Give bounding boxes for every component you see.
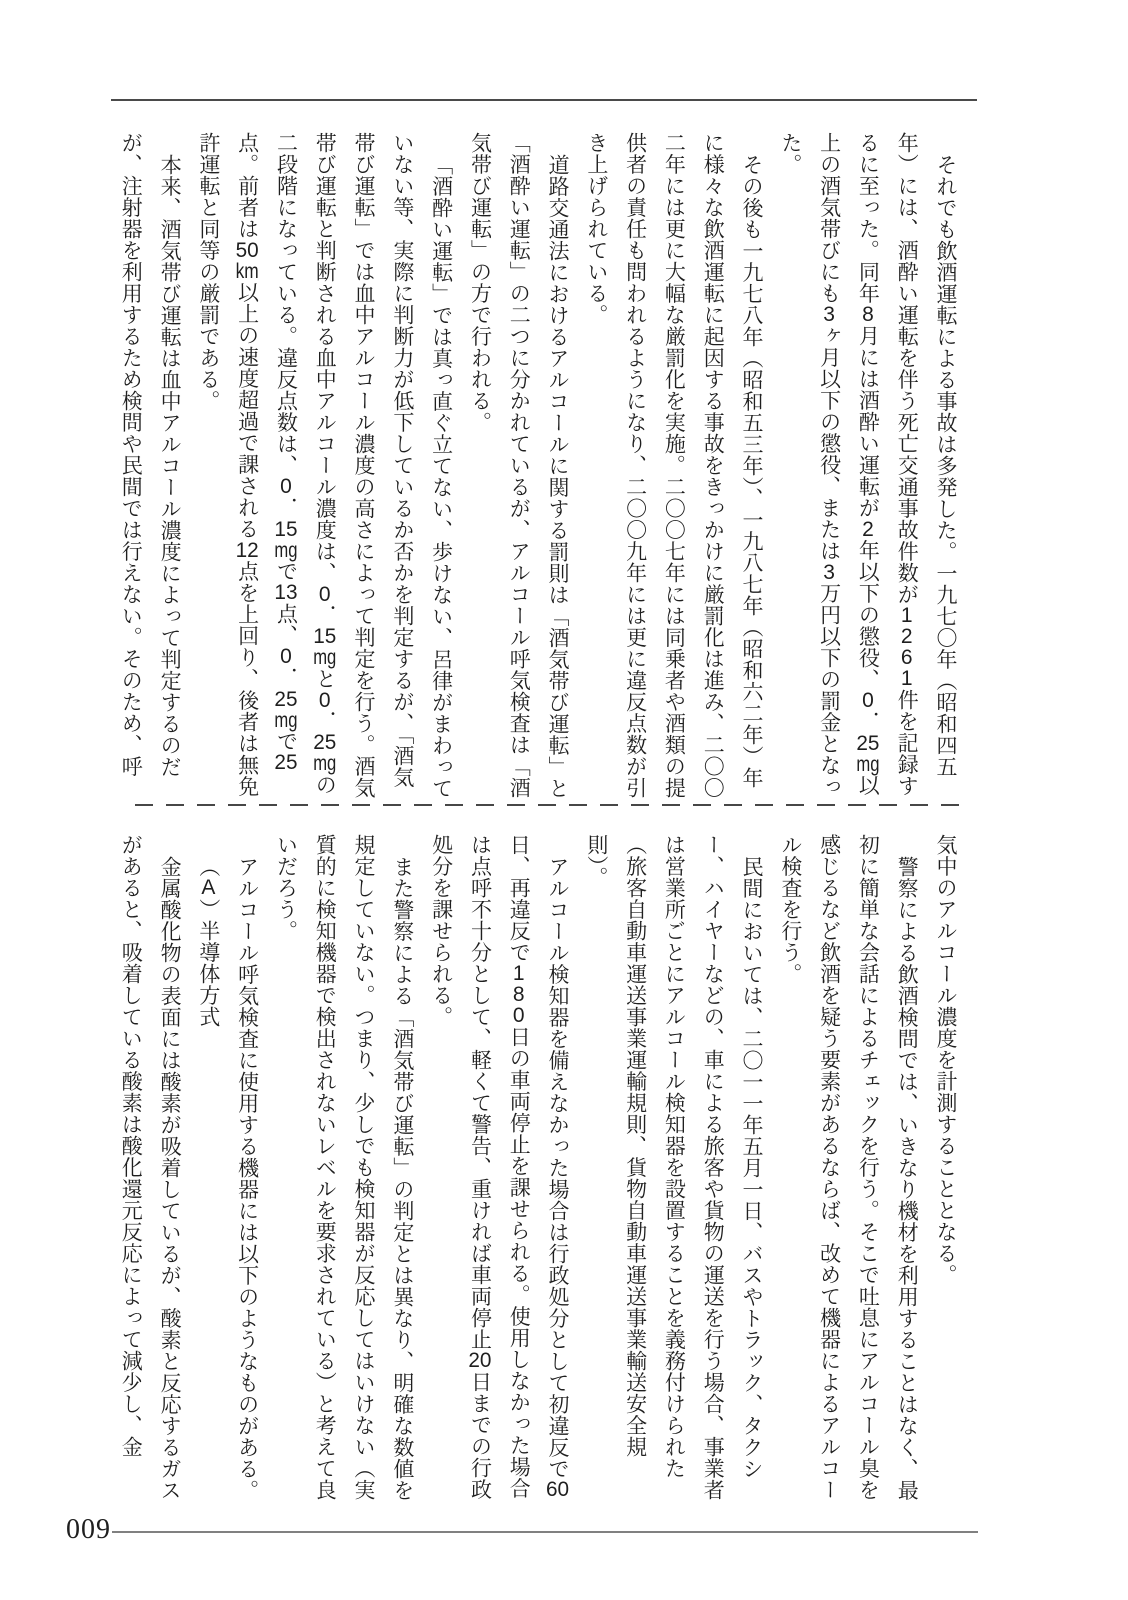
tatechuyoko-number: 8 (512, 984, 525, 1005)
paragraph-upper-4: 「酒酔い運転」では真っ直ぐ立てない、歩けない、呂律がまわっていない等、実際に判断力が低下しているか否かを判定するが、「酒気帯び運転」では血中アルコール濃度の高さによって判定を行う。酒気帯び運転と判断される血中アルコール濃度は、0．15mgと0．25mgの二段階になっている。違反点数は、0．15mgで13点、0．25mgで25点。前者は50km以上の速度超過で課される12点を上回り、後者は無免許運転と同等の厳罰である。 (196, 132, 453, 799)
tatechuyoko-number: mg (856, 753, 880, 775)
tatechuyoko-number: km (235, 260, 259, 282)
tatechuyoko-number: 25 (856, 732, 880, 754)
tatechuyoko-number: 3 (823, 304, 835, 325)
paragraph-lower-1: 気中のアルコール濃度を計測することとなる。 (934, 834, 957, 1286)
paragraph-lower-5: また警察による「酒気帯び運転」の判定とは異なり、明確な数値を規定していない。つまり、少しでも検知器が反応してはいけない（実質的に検知機器で検出されないレベルを要求されている）と考えて良いだろう。 (274, 834, 414, 1501)
page-number: 009 (66, 1514, 111, 1545)
tatechuyoko-number: 12 (235, 539, 259, 561)
tatechuyoko-number: 0 (512, 1005, 525, 1026)
tatechuyoko-number: 60 (545, 1479, 570, 1500)
paragraph-upper-2: その後も一九七八年（昭和五三年）、一九八七年（昭和六二年）年に様々な飲酒運転に起因する事故をきっかけに厳罰化は進み、二〇〇二年には更に大幅な厳罰化を実施。二〇〇七年には同乗者や酒類の提供者の責任も問われるようになり、二〇〇九年には更に違反点数が引き上げられている。 (584, 132, 764, 799)
tatechuyoko-number: 3 (823, 561, 835, 583)
tatechuyoko-number: 0 (318, 583, 331, 605)
tatechuyoko-number: mg (313, 753, 337, 774)
tatechuyoko-number: 0 (318, 689, 331, 711)
tatechuyoko-number: 1 (900, 605, 913, 626)
paragraph-upper-3: 道路交通法におけるアルコールに関する罰則は「酒気帯び運転」と「酒酔い運転」の二つに分かれているが、アルコール呼気検査は「酒気帯び運転」の方で行われる。 (468, 132, 570, 799)
tatechuyoko-number: 1 (900, 668, 913, 689)
tatechuyoko-number: 15 (313, 626, 337, 647)
tatechuyoko-number: 25 (313, 732, 337, 753)
paragraph-upper-5: 本来、酒気帯び運転は血中アルコール濃度によって判定するのだが、注射器を利用するため検問や民間では行えない。そのため、呼 (119, 132, 182, 777)
tatechuyoko-number: 25 (274, 752, 298, 773)
tatechuyoko-number: 0 (280, 476, 292, 497)
tatechuyoko-number: 0 (280, 646, 292, 667)
tatechuyoko-number: 13 (274, 582, 298, 603)
tatechuyoko-number: 1 (512, 963, 525, 984)
tatechuyoko-number: mg (274, 709, 298, 731)
bottom-rule (112, 1531, 978, 1533)
tatechuyoko-number: 0 (862, 690, 874, 711)
tatechuyoko-number: 25 (274, 688, 298, 710)
tatechuyoko-number: mg (313, 647, 337, 668)
paragraph-lower-4: アルコール検知器を備えなかった場合は行政処分として初違反で60日、再違反で180日の車両停止を課せられる。使用しなかった場合は点呼不十分として、軽くて警告、重ければ車両停止20日までの行政処分を課せられる。 (429, 834, 570, 1500)
paragraph-lower-6: アルコール呼気検査に使用する機器には以下のようなものがある。 (235, 855, 259, 1501)
tatechuyoko-number: mg (274, 539, 298, 561)
paragraph-lower-3: 民間においては、二〇一一年五月一日、バスやトラック、タクシー、ハイヤーなどの、車による旅客や貨物の運送を行う場合、事業者は営業所ごとにアルコール検知器を設置することを義務付けられた（旅客自動車運送事業運輸規則、貨物自動車運送事業輸送安全規則）。 (584, 834, 764, 1501)
tatechuyoko-number: 15 (274, 518, 298, 540)
tatechuyoko-number: 6 (900, 647, 913, 668)
tatechuyoko-number: 2 (862, 518, 874, 540)
section-heading-a: （A）半導体方式 (196, 855, 220, 1027)
tatechuyoko-number: A (201, 877, 216, 898)
section-divider-dashed (135, 804, 961, 806)
paragraph-lower-8: 金属酸化物の表面には酸素が吸着しているが、酸素と反応するガスがあると、吸着している酸素は酸化還元反応によって減少し、金 (119, 834, 182, 1501)
tatechuyoko-number: 2 (900, 626, 913, 647)
top-rule (111, 99, 977, 101)
tatechuyoko-number: 20 (468, 1350, 492, 1371)
paragraph-upper-1: それでも飲酒運転による事故は多発した。一九七〇年（昭和四五年）には、酒酔い運転を伴う死亡交通事故件数が1261件を記録するに至った。同年8月には酒酔い運転が2年以下の懲役、0．25mg以上の酒気帯びにも3ヶ月以下の懲役、または3万円以下の罰金となった。 (778, 132, 957, 798)
tatechuyoko-number: 8 (862, 304, 874, 325)
upper-text-block (110, 132, 964, 800)
paragraph-lower-2: 警察による飲酒検問では、いきなり機材を利用することはなく、最初に簡単な会話によるチェックを行う。そこで吐息にアルコール臭を感じるなど飲酒を疑う要素があるならば、改めて機器によるアルコール検査を行う。 (778, 834, 919, 1501)
tatechuyoko-number: 50 (235, 239, 259, 261)
lower-text-block (110, 834, 964, 1506)
